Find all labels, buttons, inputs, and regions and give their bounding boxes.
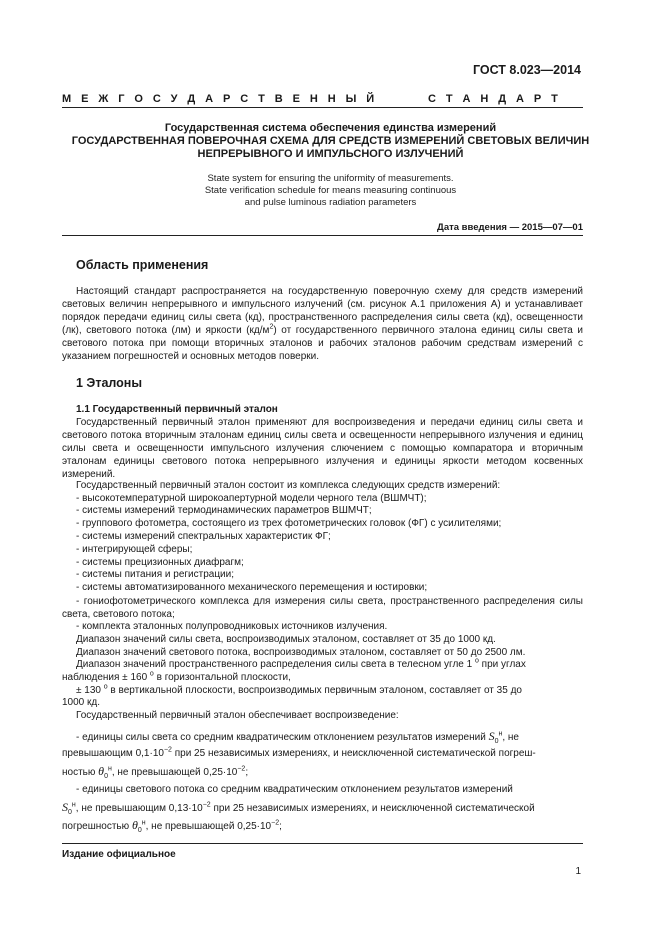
reproduction-intro: Государственный первичный эталон обеспечивает воспроизведение: [76,710,399,721]
title-system: Государственная система обеспечения единства измерений [164,122,497,134]
banner-letter: В [274,93,283,105]
section1-heading: 1 Эталоны [76,376,143,390]
range-luminous-flux: Диапазон значений светового потока, воспроизводимых эталоном, составляет от 50 до 2500 лм. [76,647,526,658]
title-main-line2: НЕПРЕРЫВНОГО И ИМПУЛЬСНОГО ИЗЛУЧЕНИЙ [197,148,464,160]
banner-letter: Т [445,93,453,105]
bullet-intensity-line3: ностью $\theta_0^н$, не превышающей $0,25\cdot 10^{-2}$; [62,764,249,780]
bullet-flux-line2: $S_0^н$, не превышающим $0,13\cdot 10^{-2}$ при 25 независимых измерениях, и неисключенной систематической [62,800,535,816]
range-spatial-line2: наблюдения ± 160 $^о$ в горизонтальной плоскости, [62,670,291,683]
banner-letter: Е [81,93,89,105]
title-en-line2: State verification schedule for means measuring continuous [204,185,457,196]
footer-rule [62,843,583,844]
banner-letter: А [205,93,214,105]
bullet-intensity-line1: - единицы силы света со средним квадратическим отклонением результатов измерений $S_0^н$, не [76,729,519,745]
banner-letter: Н [309,93,318,105]
banner-letter: Д [187,93,196,105]
title-en-line1: State system for ensuring the uniformity of measurements. [207,173,454,184]
banner-letter: У [170,93,178,105]
sigma-symbol: S [62,800,68,814]
list-item: - системы прецизионных диафрагм; [76,557,244,568]
banner-letter: Н [327,93,336,105]
list-item: - группового фотометра, состоящего из трех фотометрических головок (ФГ) с усилителями; [76,518,502,529]
list-item: - комплекта эталонных полупроводниковых источников излучения. [76,621,388,632]
bullet-intensity-line2: превышающим $0,1\cdot 10^{-2}$ при 25 независимых измерениях, и неисключенной систематической погреш- [62,746,536,759]
page-number: 1 [575,866,581,877]
banner-letter: А [515,93,524,105]
list-item: - высокотемпературной широкоапертурной модели черного тела (ВШМЧТ); [76,493,427,504]
banner-letter: Т [258,93,265,105]
banner-letter: Д [498,93,507,105]
list-item: - системы автоматизированного механического перемещения и юстировки; [76,582,428,593]
theta-symbol: θ [131,818,138,832]
banner-letter: О [134,93,143,105]
list-item: - системы питания и регистрации; [76,569,234,580]
banner-letter: Р [223,93,231,105]
banner-letter: С [428,93,436,105]
primary-standard-paragraph: Государственный первичный эталон применяют для воспроизведения и передачи единиц силы света и светового потока вторичным эталонам единиц силы света и освещенности непрерывного излучения и единиц силы света и освещенности импульсного излучения слючением с помощью компаратора и вторичным эталонам единицы светового потока непрерывного излучения и единицы яркости методом косвенных измерений. [62,417,583,481]
bullet-flux-line3: погрешностью $\theta_0^н$, не превышающей $0,25\cdot 10^{-2}$; [62,818,282,834]
bullet-flux-line1: - единицы светового потока со средним квадратическим отклонением результатов измерений [76,784,513,795]
section1-1-heading: 1.1 Государственный первичный эталон [76,404,278,415]
banner-letter: Й [366,93,375,105]
official-edition-label: Издание официальное [62,849,176,860]
sigma-symbol: S [488,729,495,743]
range-vertical-line1: ± 130 $^о$ в вертикальной плоскости, воспроизводимых первичным эталоном, составляет от 35 до [76,683,522,696]
list-item: - интегрирующей сферы; [76,544,193,555]
banner-letter: Т [551,93,558,105]
title-main-line1: ГОСУДАРСТВЕННАЯ ПОВЕРОЧНАЯ СХЕМА ДЛЯ СРЕДСТВ ИЗМЕРЕНИЙ СВЕТОВЫХ ВЕЛИЧИН [71,135,590,147]
interstate-standard-banner [62,93,558,105]
range-luminous-intensity: Диапазон значений силы света, воспроизводимых эталоном, составляет от 35 до 1000 кд. [76,634,496,645]
list-item: - гониофотометрического комплекса для измерения силы света, пространственного распределения силы света, светового потока; [62,596,583,621]
gost-number: ГОСТ 8.023—2014 [472,63,581,77]
banner-letter: Е [292,93,300,105]
list-item: - системы измерений спектральных характеристик ФГ; [76,531,331,542]
intro-date: Дата введения — 2015—07—01 [437,222,583,233]
range-vertical-line2: 1000 кд. [62,697,101,708]
banner-letter: М [62,93,72,105]
banner-letter: Ж [98,93,109,105]
theta-symbol: θ [98,764,105,778]
banner-letter: Р [533,93,542,105]
banner-letter: С [152,93,161,105]
banner-letter: Н [480,93,489,105]
scope-paragraph: Настоящий стандарт распространяется на государственную поверочную схему для средств измерений световых величин непрерывного и импульсного излучений (см. рисунок А.1 приложения А) и устанавливает порядок передачи единиц силы света (кд), пространственного распределения силы света (кд), освещенности (лк), светового потока (лм) и яркости $(кд/м^2)$ от государственного первичного эталона единиц силы света и светового потока при помощи вторичных эталонов и рабочих эталонов рабочим средствам измерений с указанием погрешностей и основных методов поверки. [62,286,584,363]
banner-letter: С [240,93,249,105]
range-spatial-line1: Диапазон значений пространственного распределения силы света в телесном угле 1 $^о$ при углах [76,657,526,670]
composition-intro: Государственный первичный эталон состоит из комплекса следующих средств измерений: [76,480,501,491]
scope-heading: Область применения [76,258,209,272]
banner-letter: Г [118,93,125,105]
banner-letter: А [462,93,471,105]
banner-gap [384,93,418,105]
date-rule [62,235,583,236]
title-en-line3: and pulse luminous radiation parameters [244,197,417,208]
banner-letter: Ы [345,93,357,105]
list-item: - системы измерений термодинамических параметров ВШМЧТ; [76,505,372,516]
header-rule [62,107,583,108]
